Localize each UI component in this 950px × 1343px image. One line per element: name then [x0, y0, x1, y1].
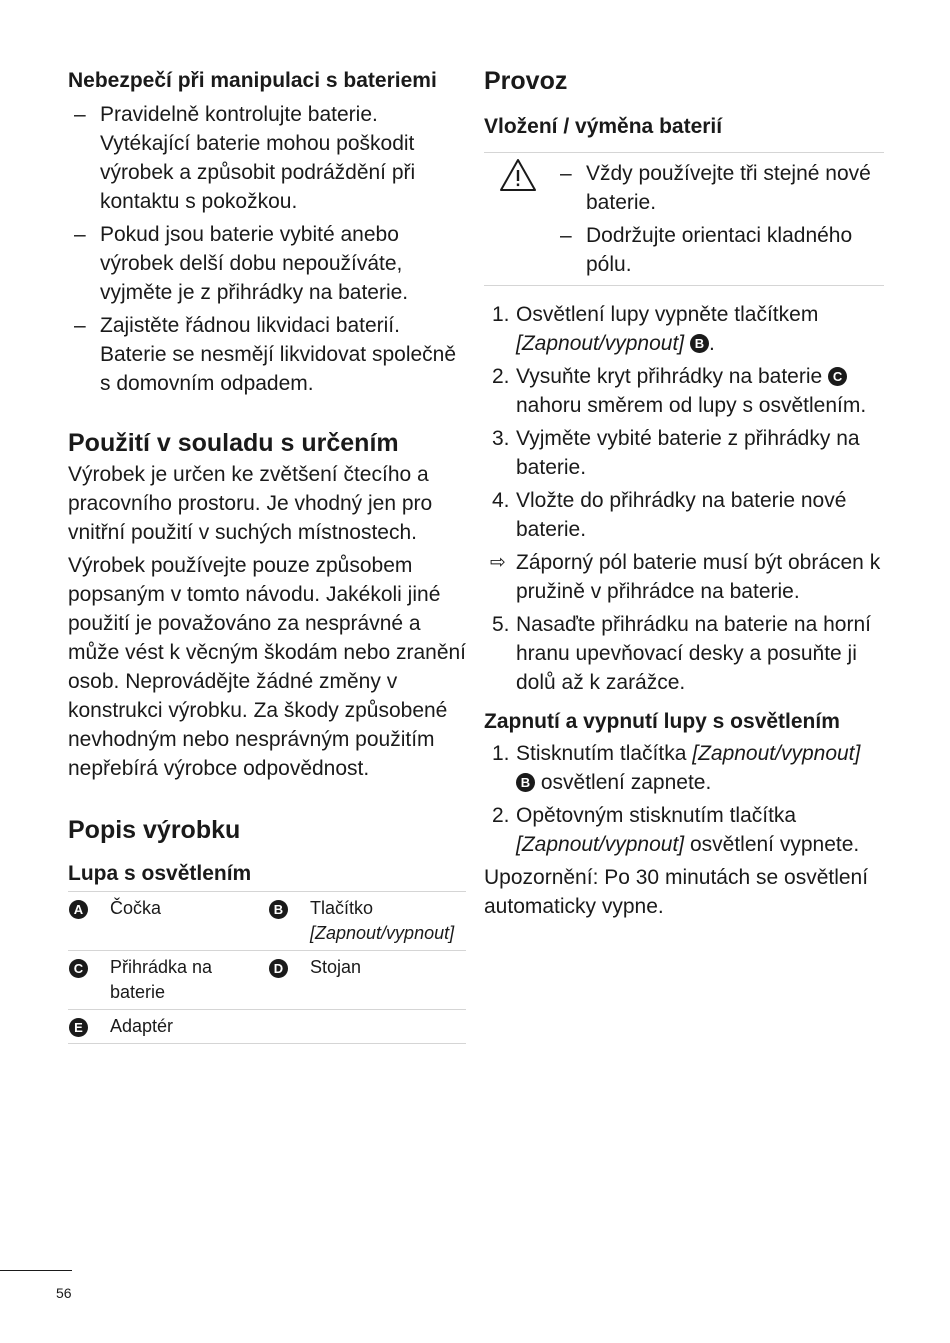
part-letter-badge: A — [69, 900, 88, 919]
list-item: – Vždy používejte tři stejné nové baterie. — [560, 162, 871, 214]
battery-steps-list — [484, 300, 884, 697]
intended-use-heading: Použití v souladu s určením — [68, 429, 399, 457]
battery-insert-heading: Vložení / výměna baterií — [484, 115, 723, 138]
list-item: – Dodržujte orientaci kladného pólu. — [560, 224, 853, 276]
battery-hazard-list — [68, 100, 466, 398]
part-letter-badge: C — [69, 959, 88, 978]
list-item: – Pokud jsou baterie vybité anebo výrobek delší dobu nepoužíváte, vyjměte je z přihrádky na baterie. — [74, 223, 409, 304]
intended-use-paragraph-1: Výrobek je určen ke zvětšení čtecího a pracovního prostoru. Je vhodný jen pro vnitřní použití v suchých místnostech. — [68, 463, 433, 544]
part-letter-badge: C — [828, 367, 847, 386]
part-label: Tlačítko — [310, 898, 374, 918]
warning-triangle-icon — [498, 157, 538, 193]
part-label: Čočka — [110, 898, 162, 918]
page-number: 56 — [56, 1285, 72, 1301]
note-paragraph: Upozornění: Po 30 minutách se osvětlení automaticky vypne. — [484, 866, 869, 918]
result-arrow-icon: ⇨ — [490, 552, 506, 573]
onoff-steps-list — [484, 739, 884, 859]
list-item: 1. Osvětlení lupy vypněte tlačítkem [Zapnout/vypnout] B . — [492, 303, 819, 355]
table-row — [68, 1010, 466, 1044]
intended-use-paragraph-2: Výrobek používejte pouze způsobem popsaným v tomto návodu. Jakékoli jiné použití je považováno za nesprávné a může vést k věcným škodám nebo zranění osob. Neprovádějte žádné změny v konstrukci výrobku. Za škody způsobené nevhodným nebo nesprávným použitím nepřebírá výrobce odpovědnost. — [68, 554, 467, 780]
list-item: ⇨ Záporný pól baterie musí být obrácen k pružině v přihrádce na baterie. — [484, 548, 884, 606]
list-item: – Pravidelně kontrolujte baterie. Vytékající baterie mohou poškodit výrobek a způsobit podráždění při kontaktu s pokožkou. — [74, 103, 416, 213]
warning-box — [484, 152, 884, 286]
part-letter-badge: D — [269, 959, 288, 978]
list-item: 1. Stisknutím tlačítka [Zapnout/vypnout] B osvětlení zapnete. — [492, 742, 861, 794]
part-label: Přihrádka na baterie — [110, 957, 213, 1002]
list-item: 2. Vysuňte kryt přihrádky na baterie C nahoru směrem od lupy s osvětlením. — [492, 365, 867, 417]
part-label: Adaptér — [110, 1016, 174, 1036]
part-letter-badge: E — [69, 1018, 88, 1037]
part-letter-badge: B — [269, 900, 288, 919]
left-column — [68, 66, 466, 1044]
list-item: 5. Nasaďte přihrádku na baterie na horní hranu upevňovací desky a posuňte ji dolů až k zarážce. — [492, 613, 871, 694]
battery-hazard-heading: Nebezpečí při manipulaci s bateriemi — [68, 69, 437, 92]
product-description-heading: Popis výrobku — [68, 816, 241, 844]
onoff-heading: Zapnutí a vypnutí lupy s osvětlením — [484, 710, 840, 733]
part-label: Stojan — [310, 957, 362, 977]
list-item: 2. Opětovným stisknutím tlačítka [Zapnout/vypnout] osvětlení vypnete. — [492, 804, 860, 856]
operation-heading: Provoz — [484, 67, 568, 95]
footer-rule — [0, 1270, 72, 1271]
right-column — [484, 64, 884, 921]
part-label-italic: [Zapnout/vypnout] — [310, 923, 455, 943]
part-letter-badge: B — [516, 773, 535, 792]
list-item: 3. Vyjměte vybité baterie z přihrádky na baterie. — [492, 427, 860, 479]
list-item: 4. Vložte do přihrádky na baterie nové baterie. — [492, 489, 847, 541]
product-subheading: Lupa s osvětlením — [68, 862, 252, 885]
parts-table — [68, 891, 466, 1044]
warning-list — [554, 159, 884, 279]
table-row — [68, 951, 466, 1010]
part-letter-badge: B — [690, 334, 709, 353]
table-row — [68, 892, 466, 951]
list-item: – Zajistěte řádnou likvidaci baterií. Baterie se nesmějí likvidovat společně s domovním odpadem. — [74, 314, 457, 395]
